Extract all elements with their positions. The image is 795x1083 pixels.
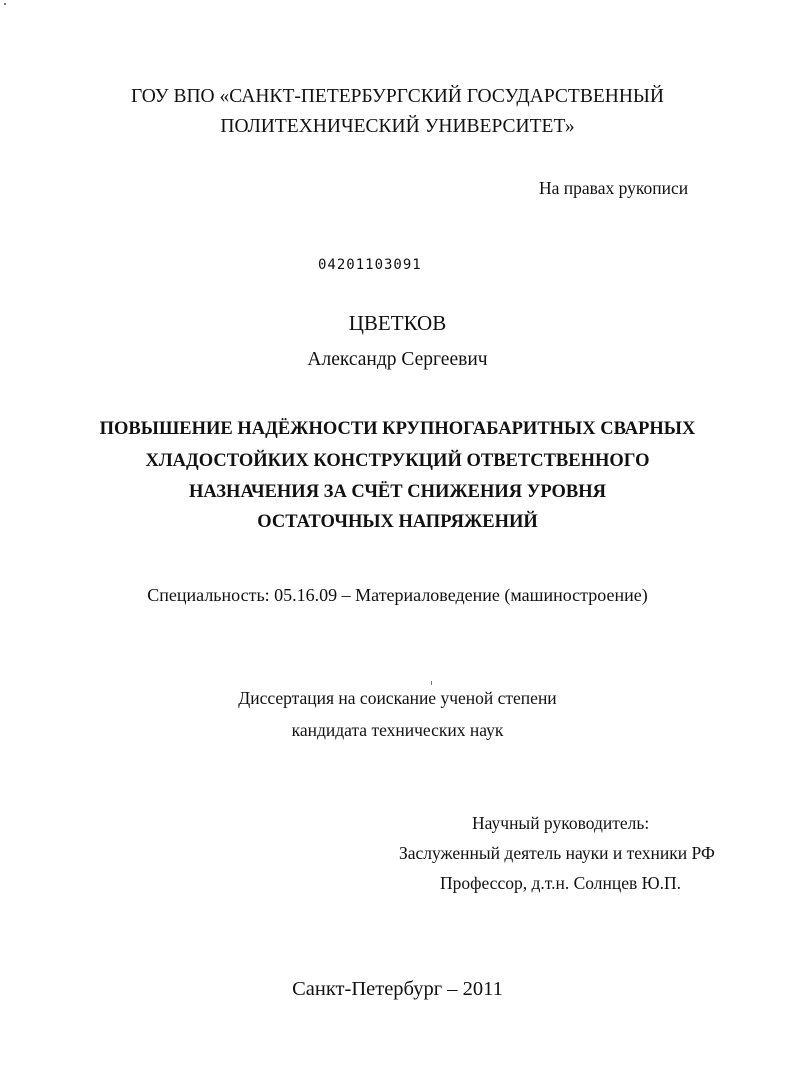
dissertation-title-line-4: ОСТАТОЧНЫХ НАПРЯЖЕНИЙ [257, 512, 538, 532]
scan-speck [431, 681, 432, 685]
dissertation-title-line-2: ХЛАДОСТОЙКИХ КОНСТРУКЦИЙ ОТВЕТСТВЕННОГО [145, 451, 650, 471]
author-given-names: Александр Сергеевич [307, 349, 488, 370]
supervisor-name: Профессор, д.т.н. Солнцев Ю.П. [440, 873, 682, 893]
supervisor-honor: Заслуженный деятель науки и техники РФ [399, 843, 715, 863]
supervisor-label: Научный руководитель: [472, 813, 650, 833]
specialty: Специальность: 05.16.09 – Материаловедение (машиностроение) [147, 585, 648, 605]
scan-speck [4, 3, 6, 5]
institution-line-2: ПОЛИТЕХНИЧЕСКИЙ УНИВЕРСИТЕТ» [220, 116, 575, 137]
registration-number: 04201103091 [318, 257, 422, 273]
dissertation-title-line-1: ПОВЫШЕНИЕ НАДЁЖНОСТИ КРУПНОГАБАРИТНЫХ СВАРНЫХ [99, 419, 696, 439]
degree-line-1: Диссертация на соискание ученой степени [238, 688, 557, 708]
dissertation-title-line-3: НАЗНАЧЕНИЯ ЗА СЧЁТ СНИЖЕНИЯ УРОВНЯ [189, 482, 606, 502]
author-surname: ЦВЕТКОВ [348, 311, 447, 335]
degree-line-2: кандидата технических наук [291, 720, 504, 740]
city-year: Санкт-Петербург – 2011 [292, 978, 503, 1000]
manuscript-rights: На правах рукописи [539, 178, 689, 198]
institution-line-1: ГОУ ВПО «САНКТ-ПЕТЕРБУРГСКИЙ ГОСУДАРСТВЕННЫЙ [130, 86, 664, 107]
